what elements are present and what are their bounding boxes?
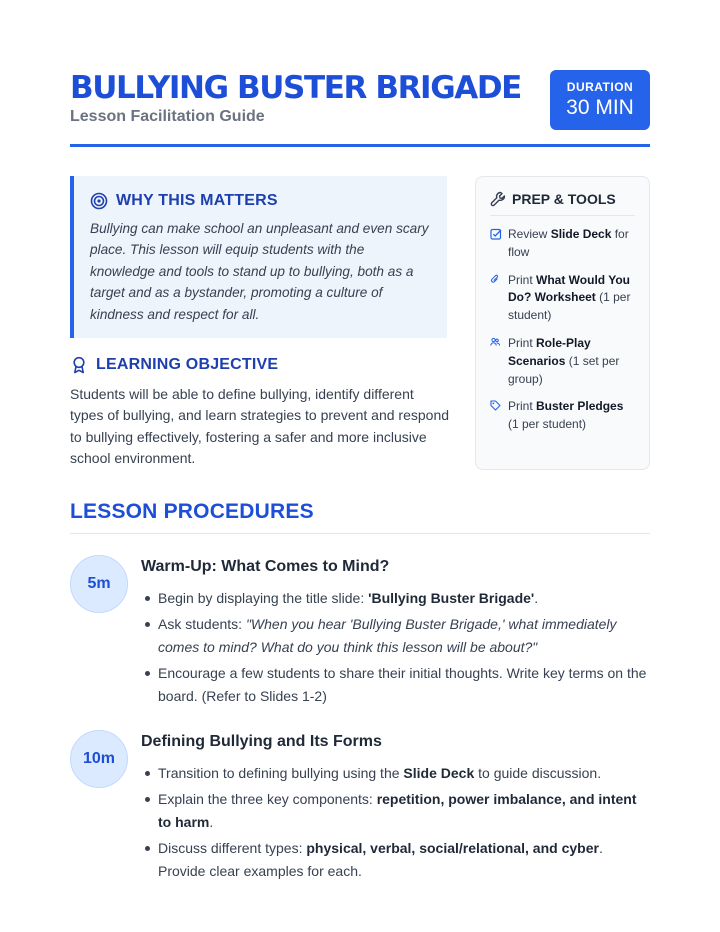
prep-item-text: Review Slide Deck for flow <box>508 227 629 259</box>
list-item: Begin by displaying the title slide: 'Bullying Buster Brigade'. <box>158 587 648 609</box>
prep-item-slide-deck <box>490 226 635 262</box>
why-text: Bullying can make school an unpleasant and even scary place. This lesson will equip students with the knowledge and tools to stand up to bullying, both as a target and as a bystander, promoting a culture of kindness and respect for all. <box>90 221 429 322</box>
duration-badge <box>550 70 650 130</box>
list-item: Ask students: "When you hear 'Bullying Buster Brigade,' what immediately comes to mind? What do you think this lesson will be about?" <box>158 613 648 658</box>
paperclip-icon <box>490 274 504 325</box>
page-subtitle: Lesson Facilitation Guide <box>70 108 265 125</box>
wrench-icon <box>490 191 506 207</box>
checkbox-icon <box>490 228 504 262</box>
prep-item-role-play <box>490 335 635 388</box>
tag-icon <box>490 400 504 434</box>
prep-item-text: Print What Would You Do? Worksheet (1 per student) <box>508 272 631 323</box>
objective-text: Students will be able to define bullying, identify different types of bullying, and learn strategies to prevent and respond to bullying effectively, fostering a safer and more inclusive school environment. <box>70 386 450 467</box>
duration-value: 30 MIN <box>566 96 634 119</box>
list-item: Explain the three key components: repetition, power imbalance, and intent to harm. <box>158 788 648 833</box>
step-bullet-list <box>158 762 648 886</box>
header-divider <box>70 144 650 147</box>
prep-item-text: Print Buster Pledges (1 per student) <box>508 399 624 432</box>
duration-label: DURATION <box>566 80 634 94</box>
step-bullet-list <box>158 587 648 711</box>
page-title: BULLYING BUSTER BRIGADE <box>70 70 521 106</box>
prep-tools-panel <box>475 176 650 470</box>
prep-heading-row <box>490 191 635 216</box>
prep-item-text: Print Role-Play Scenarios (1 set per group) <box>508 335 620 386</box>
list-item: Transition to defining bullying using the Slide Deck to guide discussion. <box>158 762 648 784</box>
award-icon <box>70 356 88 374</box>
why-heading-row <box>90 192 433 210</box>
list-item: Encourage a few students to share their initial thoughts. Write key terms on the board. (Refer to Slides 1-2) <box>158 662 648 707</box>
lesson-guide-page <box>70 0 650 932</box>
list-item: Discuss different types: physical, verbal, social/relational, and cyber. Provide clear examples for each. <box>158 837 648 882</box>
step-time-badge: 10m <box>70 730 128 788</box>
procedures-heading: LESSON PROCEDURES <box>70 500 314 523</box>
objective-heading: LEARNING OBJECTIVE <box>96 356 279 373</box>
prep-item-worksheet <box>490 272 635 325</box>
prep-list <box>490 226 635 434</box>
prep-item-pledges <box>490 398 635 434</box>
why-heading: WHY THIS MATTERS <box>116 192 278 209</box>
target-icon <box>90 192 108 210</box>
step-time-badge: 5m <box>70 555 128 613</box>
prep-heading: PREP & TOOLS <box>512 191 616 207</box>
objective-heading-row <box>70 356 278 374</box>
users-icon <box>490 337 504 388</box>
step-title: Warm-Up: What Comes to Mind? <box>141 558 390 575</box>
procedures-divider <box>70 533 650 534</box>
step-title: Defining Bullying and Its Forms <box>141 733 382 750</box>
why-this-matters-panel <box>70 176 447 338</box>
